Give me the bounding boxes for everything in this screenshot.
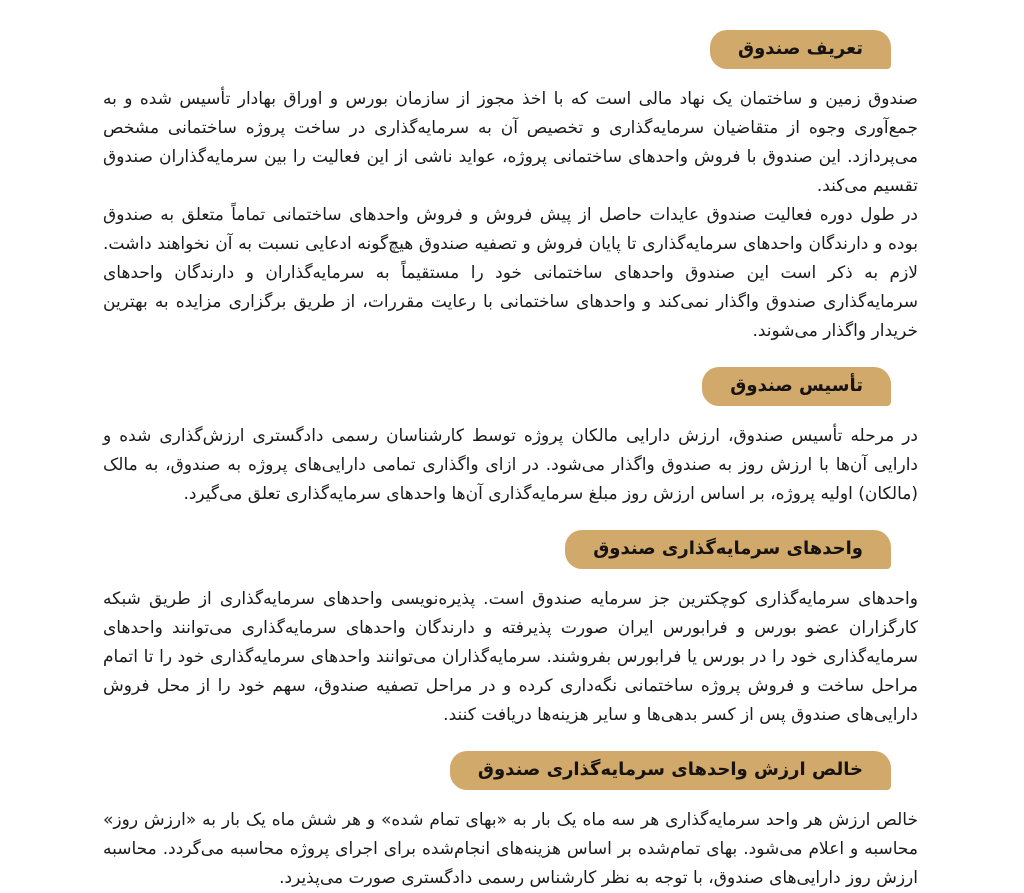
section-header-badge bbox=[565, 530, 891, 569]
paragraph-fund-establishment: در مرحله تأسیس صندوق، ارزش دارایی مالکان پروژه توسط کارشناسان رسمی دادگستری ارزش‌گذاری شده و دارایی آن‌ها با ارزش روز به صندوق واگذار می‌شود. در ازای واگذاری تمامی دارایی‌های پروژه به صندوق، به مالک (مالکان) اولیه پروژه، بر اساس ارزش روز مبلغ سرمایه‌گذاری آن‌ها واحدهای سرمایه‌گذاری تعلق می‌گیرد. bbox=[103, 426, 918, 504]
section-title: واحدهای سرمایه‌گذاری صندوق bbox=[593, 538, 863, 559]
paragraph-net-asset-value: خالص ارزش هر واحد سرمایه‌گذاری هر سه ماه یک بار به «بهای تمام شده» و هر شش ماه یک بار به «ارزش روز» محاسبه و اعلام می‌شود. بهای تمام‌شده بر اساس هزینه‌های انجام‌شده برای اجرای پروژه محاسبه می‌گردد. محاسبه ارزش روز دارایی‌های صندوق، با توجه به نظر کارشناس رسمی دادگستری صورت می‌پذیرد. bbox=[103, 810, 918, 888]
section-title: تأسیس صندوق bbox=[730, 375, 863, 396]
section-fund-establishment bbox=[103, 367, 918, 509]
section-net-asset-value bbox=[103, 751, 918, 893]
paragraph-fund-investment-units: واحدهای سرمایه‌گذاری کوچکترین جز سرمایه صندوق است. پذیره‌نویسی واحدهای سرمایه‌گذاری از طریق شبکه کارگزاران عضو بورس و فرابورس ایران صورت پذیرفته و دارندگان واحدهای سرمایه‌گذاری می‌توانند واحدهای سرمایه‌گذاری خود را در بورس یا فرابورس بفروشند. سرمایه‌گذاران می‌توانند واحدهای سرمایه‌گذاری خود را تا اتمام مراحل ساخت و فروش پروژه ساختمانی نگه‌داری کرده و در مراحل تصفیه صندوق، سهم خود را از محل فروش دارایی‌های صندوق پس از کسر بدهی‌ها و سایر هزینه‌ها دریافت کنند. bbox=[103, 589, 918, 725]
paragraph-fund-definition-2: در طول دوره فعالیت صندوق عایدات حاصل از پیش فروش و فروش واحدهای ساختمانی تماماً متعلق به صندوق بوده و دارندگان واحدهای سرمایه‌گذاری تا پایان فروش و تصفیه صندوق هیچ‌گونه ادعایی نسبت به آن نخواهند داشت. لازم به ذکر است این صندوق واحدهای ساختمانی خود را مستقیماً به سرمایه‌گذاران و دارندگان واحدهای سرمایه‌گذاری صندوق واگذار نمی‌کند و واحدهای ساختمانی با رعایت مقررات، از طریق برگزاری مزایده به بهترین خریدار واگذار می‌شوند. bbox=[103, 205, 918, 341]
section-title: تعریف صندوق bbox=[738, 38, 863, 59]
section-fund-definition bbox=[103, 30, 918, 346]
section-title: خالص ارزش واحدهای سرمایه‌گذاری صندوق bbox=[477, 759, 863, 780]
paragraph-fund-definition-1: صندوق زمین و ساختمان یک نهاد مالی است که با اخذ مجوز از سازمان بورس و اوراق بهادار تأسیس شده و به جمع‌آوری وجوه از متقاضیان سرمایه‌گذاری و تخصیص آن به سرمایه‌گذاری در ساخت پروژه ساختمانی مشخص می‌پردازد. این صندوق با فروش واحدهای ساختمانی پروژه، عواید ناشی از این فعالیت را بین سرمایه‌گذاران صندوق تقسیم می‌کند. bbox=[103, 89, 918, 196]
section-header-badge bbox=[702, 367, 891, 406]
section-header-badge bbox=[710, 30, 891, 69]
section-fund-investment-units bbox=[103, 530, 918, 730]
section-header-badge bbox=[450, 751, 891, 790]
